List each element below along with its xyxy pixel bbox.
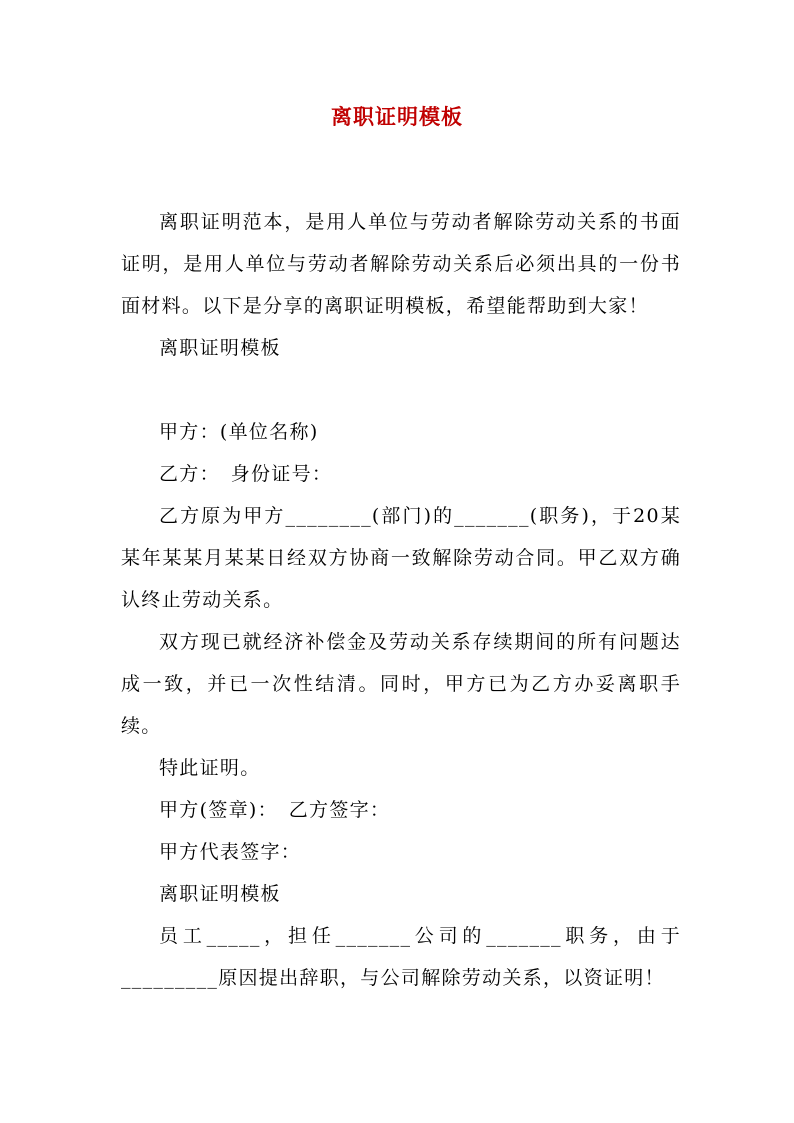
settlement-paragraph: 双方现已就经济补偿金及劳动关系存续期间的所有问题达成一致，并已一次性结清。同时，甲方已为乙方办妥离职手续。	[121, 631, 681, 737]
template-heading: 离职证明模板	[159, 337, 281, 359]
certify-line: 特此证明。	[159, 757, 261, 779]
intro-paragraph: 离职证明范本，是用人单位与劳动者解除劳动关系的书面证明，是用人单位与劳动者解除劳动关系后必须出具的一份书面材料。以下是分享的离职证明模板，希望能帮助到大家！	[121, 211, 681, 317]
representative-line: 甲方代表签字：	[159, 841, 302, 863]
employment-paragraph: 乙方原为甲方________(部门)的_______(职务)，于20某某年某某月某某日经双方协商一致解除劳动合同。甲乙双方确认终止劳动关系。	[121, 505, 681, 611]
blank-line	[121, 369, 681, 411]
document-body	[121, 201, 681, 999]
signature-line: 甲方(签章)： 乙方签字：	[159, 799, 391, 821]
party-a-line: 甲方：(单位名称)	[159, 421, 319, 443]
party-b-line: 乙方： 身份证号：	[159, 463, 333, 485]
template-heading-2: 离职证明模板	[159, 883, 281, 905]
document-title: 离职证明模板	[331, 104, 463, 129]
resignation-paragraph: 员工_____，担任_______公司的_______职务，由于_________原因提出辞职，与公司解除劳动关系，以资证明！	[121, 925, 681, 989]
